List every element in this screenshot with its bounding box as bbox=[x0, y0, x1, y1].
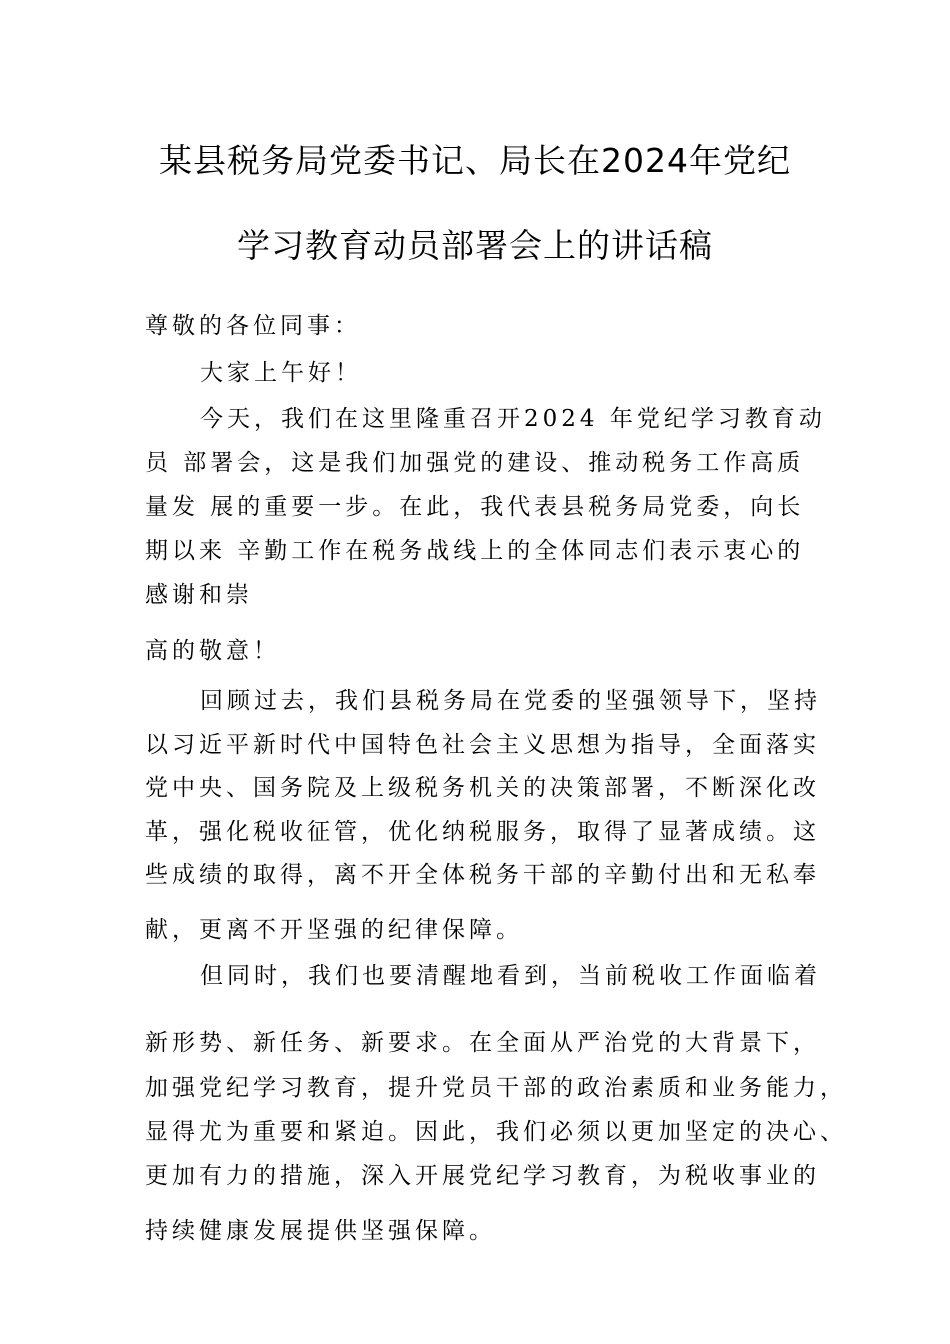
paragraph-line: 革，强化税收征管，优化纳税服务，取得了显著成绩。这 bbox=[145, 819, 820, 845]
paragraph-line: 显得尤为重要和紧迫。因此，我们必须以更加坚定的决心、 bbox=[145, 1119, 847, 1145]
paragraph-line: 更加有力的措施，深入开展党纪学习教育，为税收事业的 bbox=[145, 1163, 820, 1189]
document-title-line-2: 学习教育动员部署会上的讲话稿 bbox=[237, 226, 713, 265]
paragraph-line: 持续健康发展提供坚强保障。 bbox=[145, 1218, 496, 1244]
paragraph-line: 党中央、国务院及上级税务机关的决策部署，不断深化改 bbox=[145, 775, 820, 801]
paragraph-line: 以习近平新时代中国特色社会主义思想为指导，全面落实 bbox=[145, 732, 820, 758]
paragraph-line: 高的敬意！ bbox=[145, 638, 280, 664]
greeting: 大家上午好！ bbox=[200, 360, 362, 386]
document-title-line-1: 某县税务局党委书记、局长在2024年党纪 bbox=[159, 141, 791, 180]
paragraph-line: 感谢和崇 bbox=[145, 582, 253, 608]
paragraph-line: 新形势、新任务、新要求。在全面从严治党的大背景下， bbox=[145, 1030, 820, 1056]
paragraph-line: 献，更离不开坚强的纪律保障。 bbox=[145, 917, 523, 943]
paragraph-line: 员 部署会，这是我们加强党的建设、推动税务工作高质 bbox=[145, 450, 805, 476]
paragraph-line: 但同时，我们也要清醒地看到，当前税收工作面临着 bbox=[200, 963, 821, 989]
paragraph-line: 回顾过去，我们县税务局在党委的坚强领导下，坚持 bbox=[200, 688, 821, 714]
salutation: 尊敬的各位同事： bbox=[145, 313, 361, 339]
paragraph-line: 加强党纪学习教育，提升党员干部的政治素质和业务能力， bbox=[145, 1075, 847, 1101]
paragraph-line: 量发 展的重要一步。在此，我代表县税务局党委，向长 bbox=[145, 494, 805, 520]
paragraph-line: 期以来 辛勤工作在税务战线上的全体同志们表示衷心的 bbox=[145, 538, 805, 564]
paragraph-line: 些成绩的取得，离不开全体税务干部的辛勤付出和无私奉 bbox=[145, 862, 820, 888]
paragraph-line: 今天，我们在这里隆重召开2024 年党纪学习教育动 bbox=[200, 406, 826, 432]
